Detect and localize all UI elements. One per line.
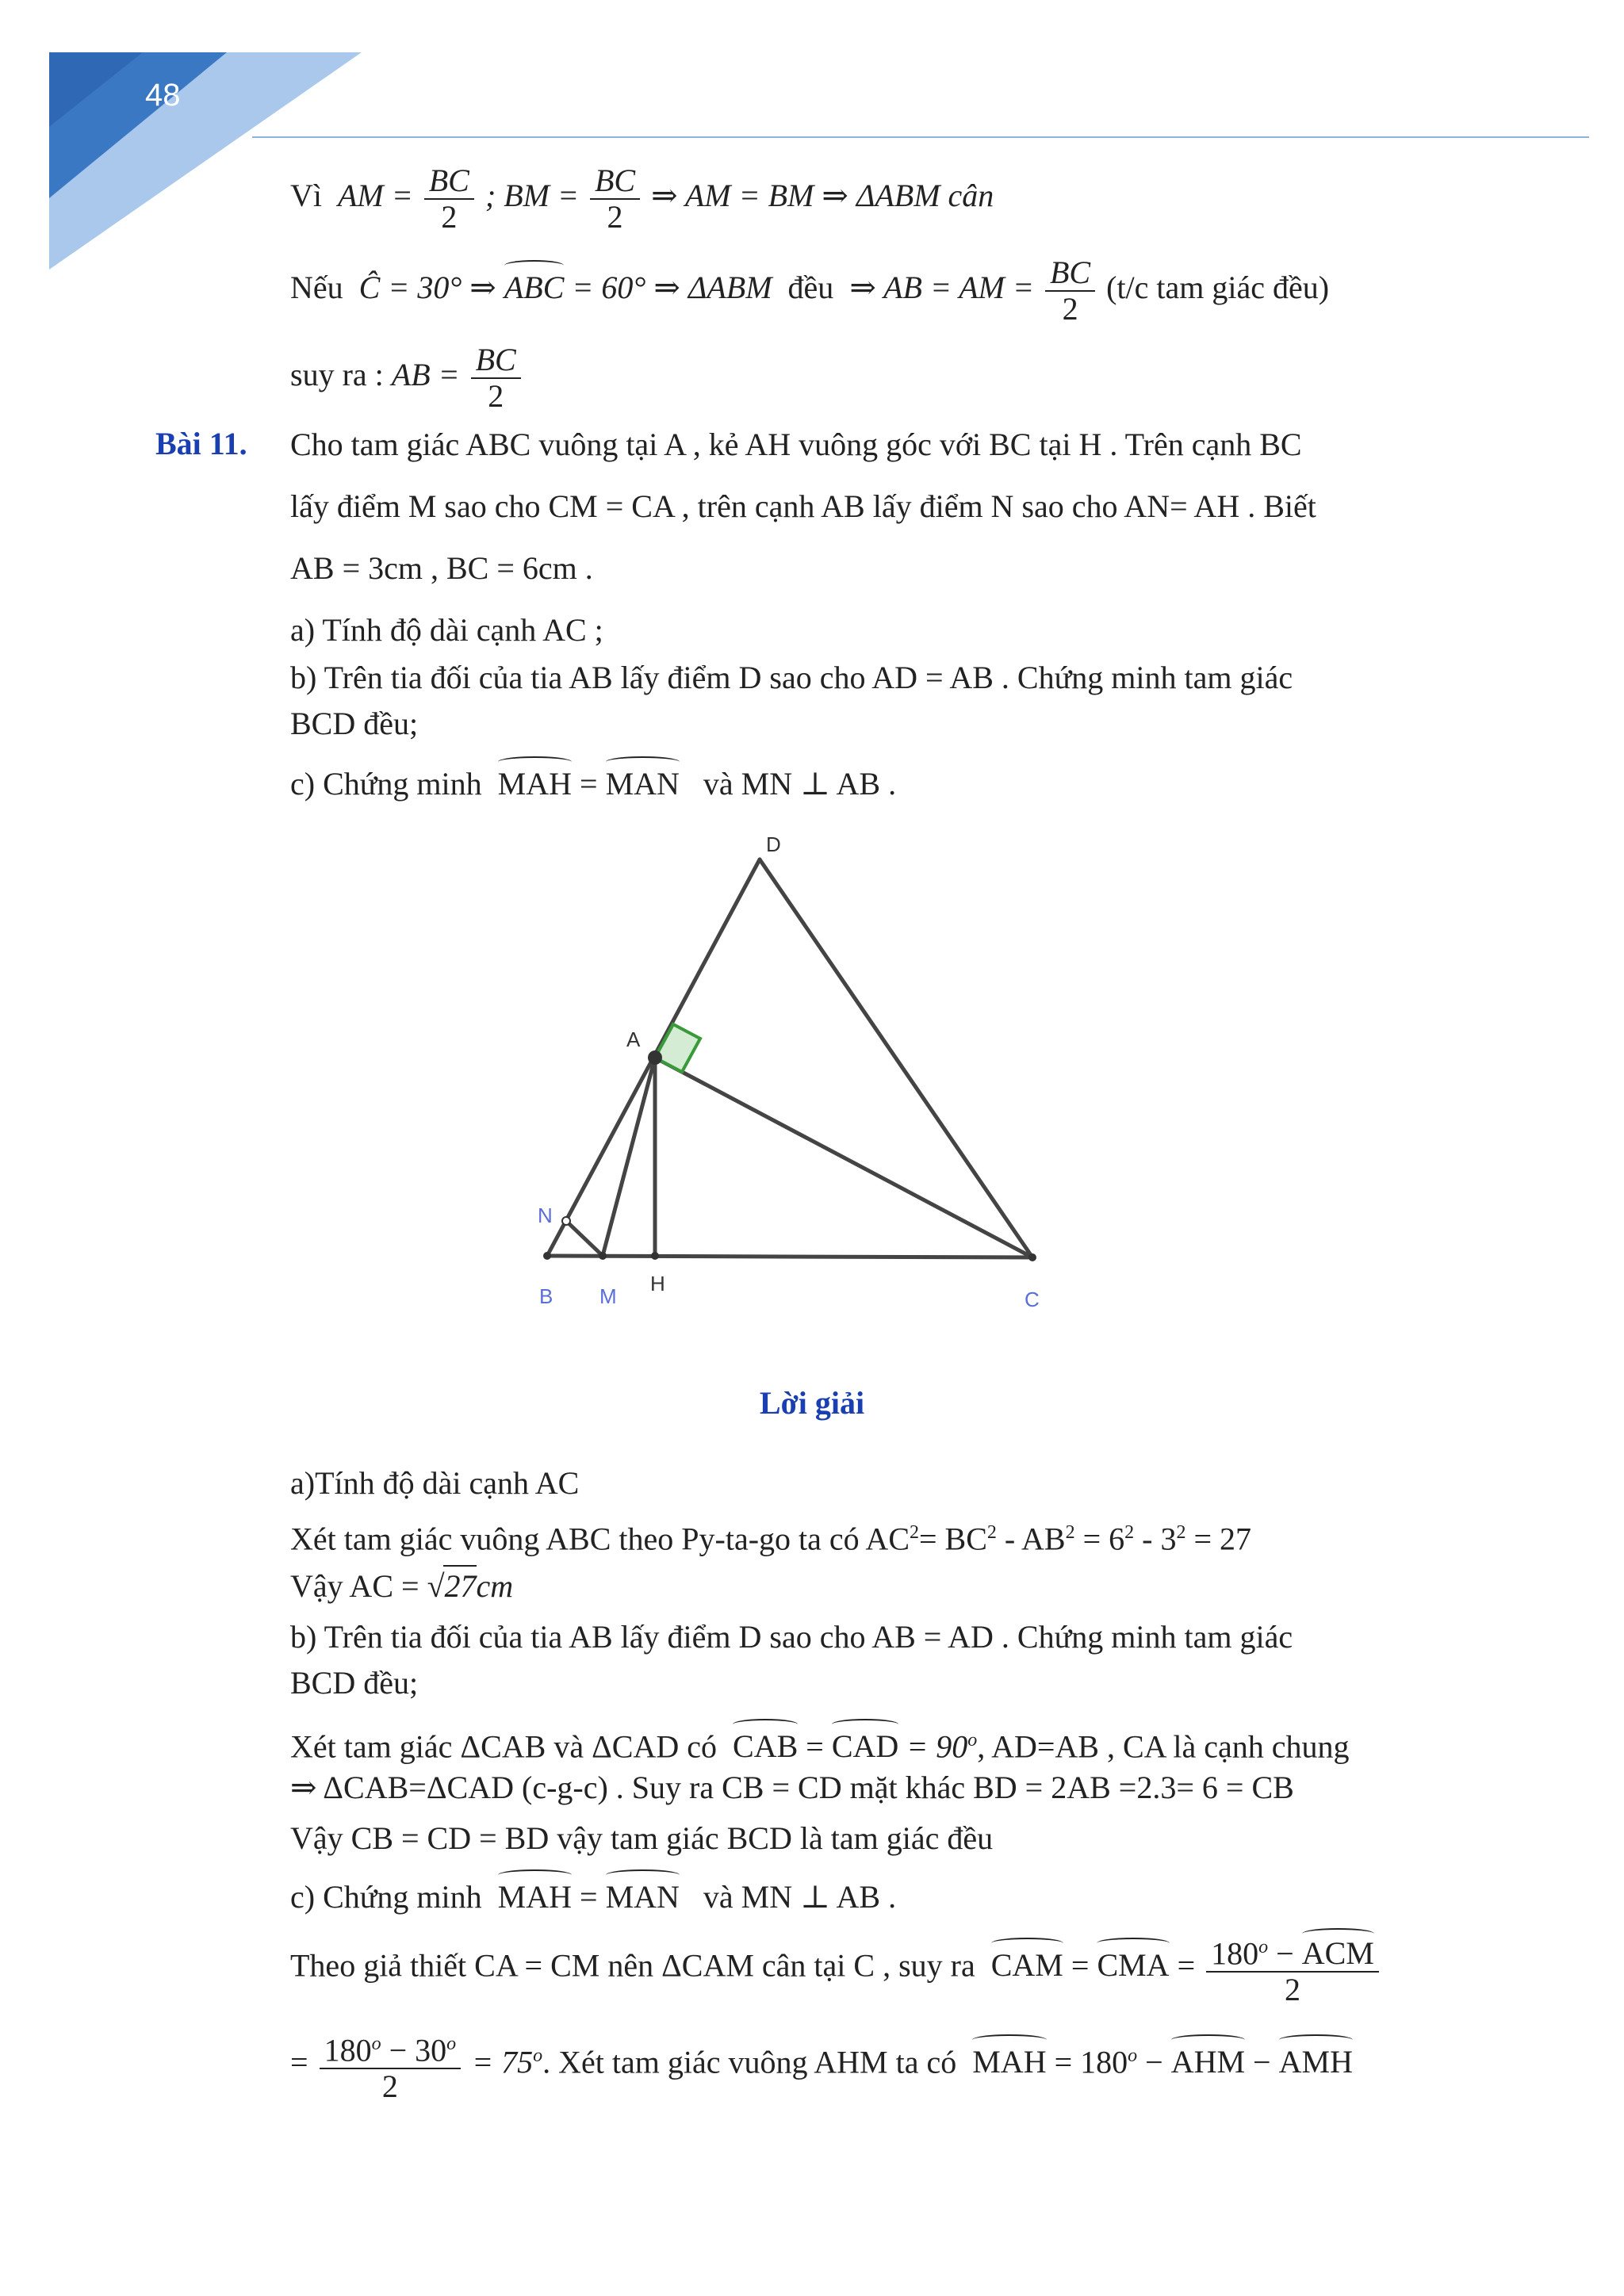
problem-line-3: AB = 3cm , BC = 6cm . xyxy=(290,550,593,586)
right-angle-marker xyxy=(655,1024,700,1072)
segment-BC xyxy=(547,1256,1032,1257)
label-N: N xyxy=(538,1203,553,1227)
problem-line-2: lấy điểm M sao cho CM = CA , trên cạnh AB lấy điểm N sao cho AN= AH . Biết xyxy=(290,488,1316,524)
solution-b-line-3: Xét tam giác ΔCAB và ΔCAD có CAB = CAD = $90^o$, AD=AB , CA là cạnh chung xyxy=(290,1720,1349,1766)
segment-NM xyxy=(566,1221,603,1256)
label-D: D xyxy=(766,832,781,856)
solution-a-title: a)Tính độ dài cạnh AC xyxy=(290,1465,580,1501)
question-b-line-1: b) Trên tia đối của tia AB lấy điểm D sao cho AD = AB . Chứng minh tam giác xyxy=(290,660,1293,695)
label-M: M xyxy=(599,1284,617,1308)
point-N xyxy=(562,1217,570,1225)
solution-title: Lời giải xyxy=(759,1385,865,1421)
solution-c-title: c) Chứng minh MAH = MAN và MN ⊥ AB . xyxy=(290,1873,896,1917)
question-a: a) Tính độ dài cạnh AC ; xyxy=(290,612,603,648)
segment-AM xyxy=(603,1058,655,1256)
point-C xyxy=(1028,1253,1036,1261)
solution-a-line-1: Xét tam giác vuông ABC theo Py-ta-go ta có $AC^2= BC^2 - AB^2 = 6^2 - 3^2 = 27$ xyxy=(290,1521,1252,1557)
point-M xyxy=(599,1252,607,1260)
solution-b-line-2: BCD đều; xyxy=(290,1665,419,1701)
proof-line-1: Vì AM = $\frac{BC}{2}$ ; BM = $\frac{BC}{2}$ ⇒ AM = BM ⇒ ΔABM cân xyxy=(290,163,994,235)
problem-label: Bài 11. xyxy=(155,426,247,461)
segment-DC xyxy=(760,859,1032,1257)
problem-line-1: Cho tam giác ABC vuông tại A , kẻ AH vuông góc với BC tại H . Trên cạnh BC xyxy=(290,427,1302,462)
proof-line-3: suy ra : AB = $\frac{BC}{2}$ xyxy=(290,342,524,414)
point-B xyxy=(543,1252,551,1260)
solution-b-line-4: ⇒ ΔCAB=ΔCAD (c-g-c) . Suy ra CB = CD mặt khác BD = 2AB =2.3= 6 = CB xyxy=(290,1770,1294,1805)
solution-b-line-1: b) Trên tia đối của tia AB lấy điểm D sao cho AB = AD . Chứng minh tam giác xyxy=(290,1619,1293,1655)
label-H: H xyxy=(650,1272,665,1295)
question-c: c) Chứng minh MAH = MAN và MN ⊥ AB . xyxy=(290,760,896,804)
segment-AC xyxy=(655,1058,1032,1257)
page-number: 48 xyxy=(145,78,181,113)
proof-line-2: Nếu Ĉ = 30° ⇒ ABC = 60° ⇒ ΔABM đều ⇒ AB = AM = $\frac{BC}{2}$ (t/c tam giác đều) xyxy=(290,254,1330,327)
solution-a-line-2: Vậy AC = √27cm xyxy=(290,1565,513,1606)
solution-c-line-2: = $\frac{180^o - 30^o}{2}$ = $75^o$. Xét tam giác vuông AHM ta có MAH = $180^o$ − AHM − AMH xyxy=(290,2026,1353,2104)
solution-c-line-1: Theo giả thiết CA = CM nên ΔCAM cân tại C , suy ra CAM = CMA = $\frac{180^o - ACM}{2}$ xyxy=(290,1930,1382,2007)
solution-b-line-5: Vậy CB = CD = BD vậy tam giác BCD là tam giác đều xyxy=(290,1820,994,1856)
label-C: C xyxy=(1025,1288,1040,1311)
point-H xyxy=(651,1252,659,1260)
question-b-line-2: BCD đều; xyxy=(290,706,419,741)
label-A: A xyxy=(626,1027,641,1051)
point-A xyxy=(648,1050,662,1065)
label-B: B xyxy=(539,1284,553,1308)
